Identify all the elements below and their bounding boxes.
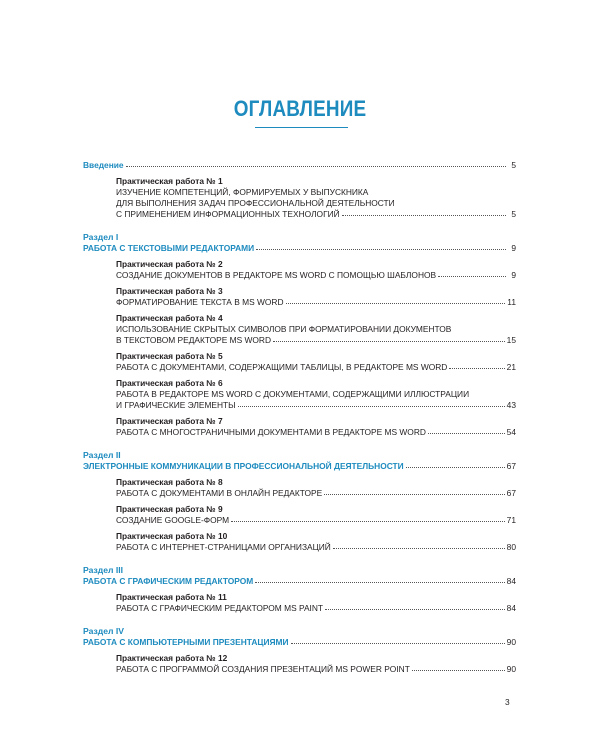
- work-title: Практическая работа № 11: [116, 592, 227, 602]
- toc-page-number: 90: [506, 637, 516, 647]
- dot-leader: [231, 520, 505, 522]
- section-label: Раздел IV: [83, 626, 124, 636]
- toc-page-number: 5: [511, 209, 516, 219]
- dot-leader: [325, 608, 505, 610]
- work-title: Практическая работа № 3: [116, 286, 223, 296]
- toc-page-number: 43: [506, 400, 516, 410]
- toc-work-entry[interactable]: [116, 351, 516, 373]
- work-title: Практическая работа № 1: [116, 176, 223, 186]
- work-line: СОЗДАНИЕ GOOGLE-ФОРМ: [116, 515, 230, 525]
- work-title: Практическая работа № 2: [116, 259, 223, 269]
- work-line: ДЛЯ ВЫПОЛНЕНИЯ ЗАДАЧ ПРОФЕССИОНАЛЬНОЙ ДЕЯТЕЛЬНОСТИ: [116, 198, 395, 208]
- work-line: РАБОТА С ДОКУМЕНТАМИ В ОНЛАЙН РЕДАКТОРЕ: [116, 488, 323, 498]
- toc-work-entry[interactable]: [116, 176, 516, 220]
- work-line: РАБОТА С ПРОГРАММОЙ СОЗДАНИЯ ПРЕЗЕНТАЦИЙ MS POWER POINT: [116, 664, 410, 674]
- toc-page-number: 84: [506, 603, 516, 613]
- toc-work-entry[interactable]: [116, 531, 516, 553]
- dot-leader: [449, 367, 504, 369]
- toc-section[interactable]: [83, 565, 516, 587]
- dot-leader: [333, 547, 505, 549]
- dot-leader: [438, 275, 506, 277]
- toc-page-number: 54: [506, 427, 516, 437]
- toc-page-number: 15: [506, 335, 516, 345]
- dot-leader: [412, 669, 505, 671]
- toc-work-entry[interactable]: [116, 416, 516, 438]
- toc-page-number: 11: [507, 297, 516, 307]
- work-line: РАБОТА С ГРАФИЧЕСКИМ РЕДАКТОРОМ MS PAINT: [116, 603, 324, 613]
- work-line: РАБОТА С МНОГОСТРАНИЧНЫМИ ДОКУМЕНТАМИ В РЕДАКТОРЕ MS WORD: [116, 427, 426, 437]
- toc-section[interactable]: [83, 626, 516, 648]
- toc-page-number: 9: [511, 243, 516, 253]
- section-label: Раздел II: [83, 450, 121, 460]
- toc-work-entry[interactable]: [116, 313, 516, 346]
- toc-work-entry[interactable]: [116, 378, 516, 411]
- work-title: Практическая работа № 4: [116, 313, 223, 323]
- section-title: РАБОТА С ТЕКСТОВЫМИ РЕДАКТОРАМИ: [83, 243, 255, 253]
- section-label: Раздел I: [83, 232, 119, 242]
- toc-page-number: 21: [506, 362, 516, 372]
- work-line: С ПРИМЕНЕНИЕМ ИНФОРМАЦИОННЫХ ТЕХНОЛОГИЙ: [116, 209, 340, 219]
- toc-entry-intro[interactable]: [83, 160, 516, 171]
- toc-entry-label: Введение: [83, 160, 124, 170]
- work-line: РАБОТА С ДОКУМЕНТАМИ, СОДЕРЖАЩИМИ ТАБЛИЦЫ, В РЕДАКТОРЕ MS WORD: [116, 362, 448, 372]
- work-title: Практическая работа № 12: [116, 653, 228, 663]
- dot-leader: [324, 493, 504, 495]
- title-underline: [255, 127, 348, 128]
- toc-work-entry[interactable]: [116, 259, 516, 281]
- work-line: ИЗУЧЕНИЕ КОМПЕТЕНЦИЙ, ФОРМИРУЕМЫХ У ВЫПУСКНИКА: [116, 187, 369, 197]
- toc-page-number: 67: [506, 488, 516, 498]
- toc-section[interactable]: [83, 232, 516, 254]
- toc-page-number: 67: [506, 461, 516, 471]
- dot-leader: [428, 432, 505, 434]
- dot-leader: [291, 642, 505, 644]
- work-title: Практическая работа № 10: [116, 531, 228, 541]
- work-title: Практическая работа № 6: [116, 378, 223, 388]
- toc-work-entry[interactable]: [116, 592, 516, 614]
- dot-leader: [406, 466, 505, 468]
- dot-leader: [126, 165, 506, 167]
- toc-page-number: 90: [506, 664, 516, 674]
- work-title: Практическая работа № 5: [116, 351, 223, 361]
- toc-page-number: 5: [511, 160, 516, 170]
- toc-page-number: 71: [506, 515, 516, 525]
- toc-work-entry[interactable]: [116, 477, 516, 499]
- work-line: И ГРАФИЧЕСКИЕ ЭЛЕМЕНТЫ: [116, 400, 236, 410]
- work-line: СОЗДАНИЕ ДОКУМЕНТОВ В РЕДАКТОРЕ MS WORD С ПОМОЩЬЮ ШАБЛОНОВ: [116, 270, 437, 280]
- section-title: РАБОТА С КОМПЬЮТЕРНЫМИ ПРЕЗЕНТАЦИЯМИ: [83, 637, 289, 647]
- toc-page-number: 9: [511, 270, 516, 280]
- section-title: ЭЛЕКТРОННЫЕ КОММУНИКАЦИИ В ПРОФЕССИОНАЛЬНОЙ ДЕЯТЕЛЬНОСТИ: [83, 461, 404, 471]
- work-line: РАБОТА В РЕДАКТОРЕ MS WORD С ДОКУМЕНТАМИ, СОДЕРЖАЩИМИ ИЛЛЮСТРАЦИИ: [116, 389, 470, 399]
- toc-section[interactable]: [83, 450, 516, 472]
- work-title: Практическая работа № 8: [116, 477, 223, 487]
- dot-leader: [273, 340, 505, 342]
- dot-leader: [238, 405, 505, 407]
- toc-page-number: 80: [506, 542, 516, 552]
- dot-leader: [342, 214, 506, 216]
- toc-work-entry[interactable]: [116, 286, 516, 308]
- dot-leader: [255, 581, 504, 583]
- toc-work-entry[interactable]: [116, 504, 516, 526]
- work-line: В ТЕКСТОВОМ РЕДАКТОРЕ MS WORD: [116, 335, 272, 345]
- work-line: ФОРМАТИРОВАНИЕ ТЕКСТА В MS WORD: [116, 297, 284, 307]
- page-title: ОГЛАВЛЕНИЕ: [233, 96, 367, 121]
- work-title: Практическая работа № 7: [116, 416, 223, 426]
- toc-page-number: 84: [506, 576, 516, 586]
- toc-work-entry[interactable]: [116, 653, 516, 675]
- work-line: РАБОТА С ИНТЕРНЕТ-СТРАНИЦАМИ ОРГАНИЗАЦИЙ: [116, 542, 331, 552]
- dot-leader: [256, 248, 506, 250]
- section-label: Раздел III: [83, 565, 124, 575]
- dot-leader: [286, 302, 506, 304]
- table-of-contents: [83, 160, 516, 675]
- work-title: Практическая работа № 9: [116, 504, 223, 514]
- page-number: 3: [505, 697, 510, 707]
- work-line: ИСПОЛЬЗОВАНИЕ СКРЫТЫХ СИМВОЛОВ ПРИ ФОРМАТИРОВАНИИ ДОКУМЕНТОВ: [116, 324, 452, 334]
- section-title: РАБОТА С ГРАФИЧЕСКИМ РЕДАКТОРОМ: [83, 576, 254, 586]
